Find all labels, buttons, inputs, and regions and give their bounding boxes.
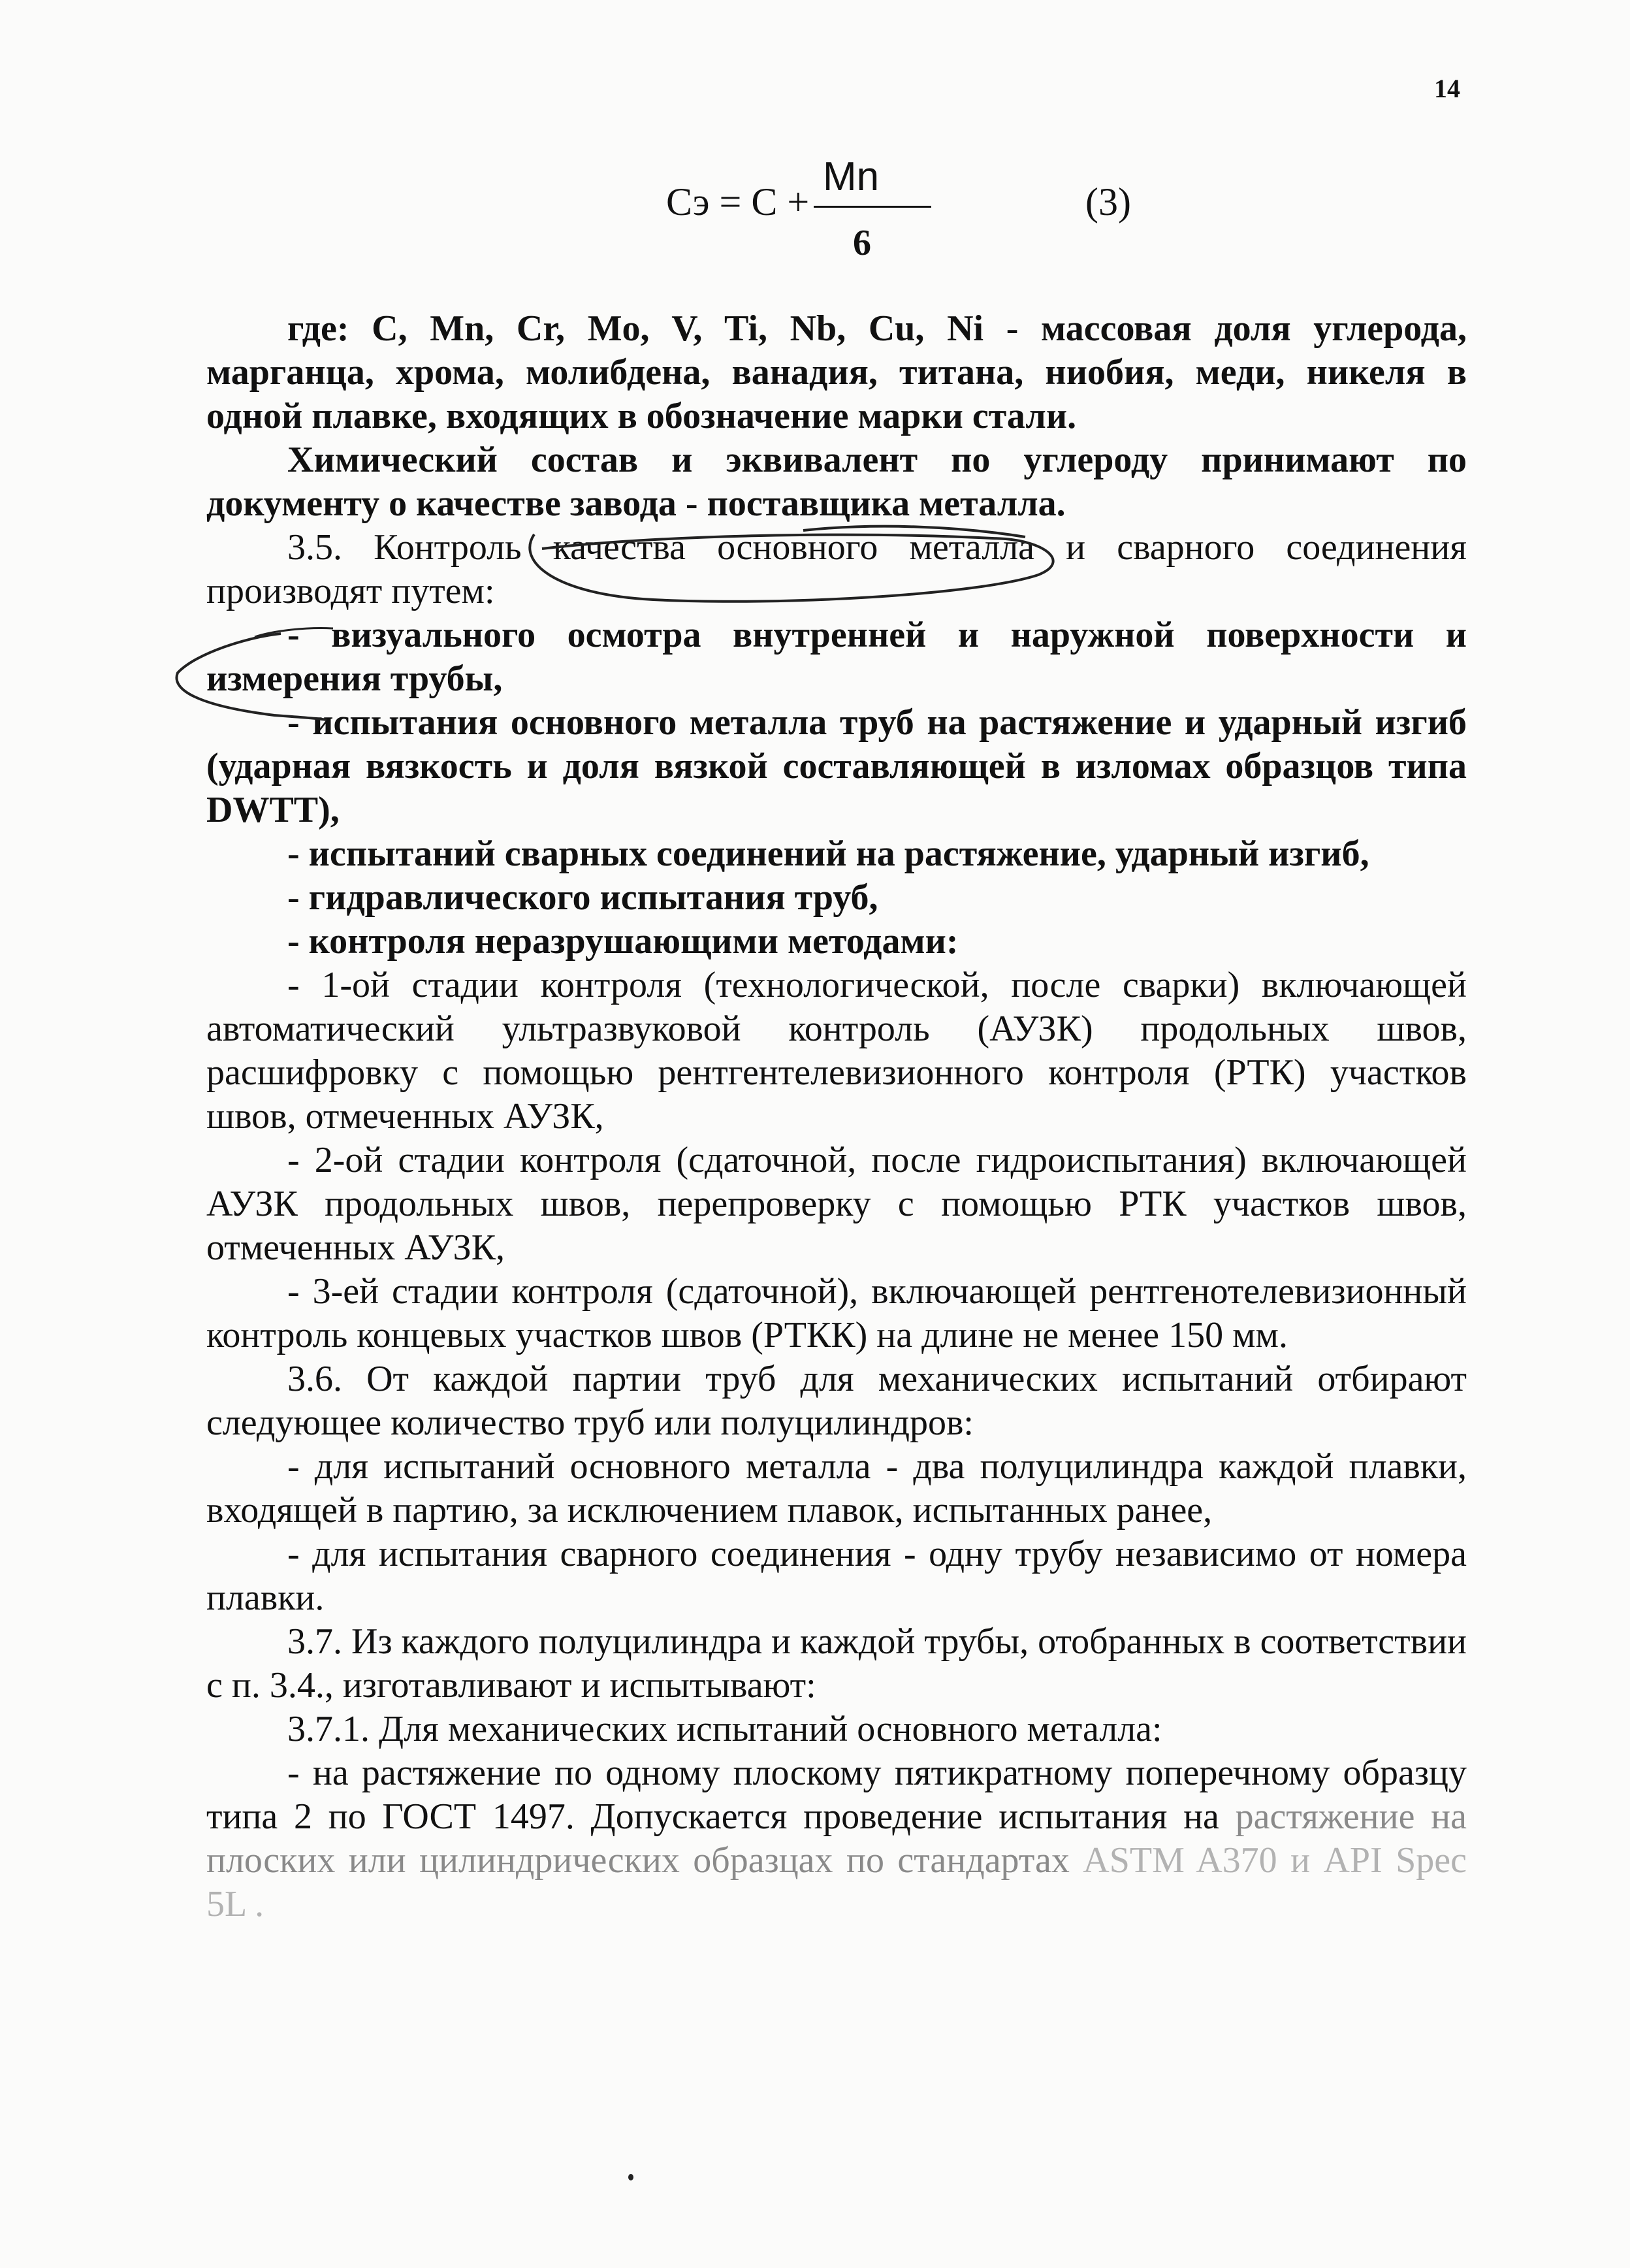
- list-item-weld-samples: - для испытания сварного соединения - одну трубу независимо от номера плавки.: [206, 1534, 1467, 1618]
- list-item-stage-3: - 3-ей стадии контроля (сдаточной), включающей рентгенотелевизионный контроль концевых участков швов (РТКК) на длине не менее 150 мм.: [206, 1271, 1467, 1355]
- paragraph-3-6: 3.6. От каждой партии труб для механических испытаний отбирают следующее количество труб или полуцилиндров:: [206, 1359, 1467, 1443]
- list-item-weld-tests: - испытаний сварных соединений на растяжение, ударный изгиб,: [287, 834, 1369, 874]
- paragraph-3-7-1: 3.7.1. Для механических испытаний основного металла:: [287, 1709, 1162, 1749]
- formula-number: (3): [1085, 180, 1131, 223]
- formula-numerator: Mn: [823, 154, 880, 199]
- list-item-stage-1: - 1-ой стадии контроля (технологической, после сварки) включающей автоматический ультразвуковой контроль (АУЗК) продольных швов, расшифровку с помощью рентгентелевизионного контроля (РТК) участков швов, отмеченных АУЗК,: [206, 965, 1467, 1137]
- speck-mark: [628, 2174, 633, 2180]
- list-item-base-metal-samples: - для испытаний основного металла - два полуцилиндра каждой плавки, входящей в партию, за исключением плавок, испытанных ранее,: [206, 1446, 1467, 1531]
- list-item-base-metal-tests: - испытания основного металла труб на растяжение и ударный изгиб (ударная вязкость и доля вязкой составляющей в изломах образцов типа DWTT),: [206, 702, 1467, 830]
- paragraph-3-5: 3.5. Контроль качества основного металла и сварного соединения производят путем:: [206, 527, 1467, 611]
- list-item-stage-2: - 2-ой стадии контроля (сдаточной, после гидроиспытания) включающей АУЗК продольных швов, перепроверку с помощью РТК участков швов, отмеченных АУЗК,: [206, 1140, 1467, 1268]
- body-text: [206, 307, 1467, 1926]
- page-number: 14: [1434, 74, 1460, 103]
- paragraph-chemical-composition: Химический состав и эквивалент по углероду принимают по документу о качестве завода - поставщика металла.: [206, 440, 1467, 524]
- list-item-ndt: - контроля неразрушающими методами:: [287, 921, 959, 962]
- paragraph-3-7: 3.7. Из каждого полуцилиндра и каждой трубы, отобранных в соответствии с п. 3.4., изготавливают и испытывают:: [206, 1621, 1467, 1706]
- paragraph-definitions: где: C, Mn, Cr, Mo, V, Ti, Nb, Cu, Ni - массовая доля углерода, марганца, хрома, молибдена, ванадия, титана, ниобия, меди, никеля в одной плавке, входящих в обозначение марки стали.: [206, 308, 1467, 436]
- list-item-visual-inspection: - визуального осмотра внутренней и наружной поверхности и измерения трубы,: [206, 615, 1467, 699]
- carbon-equivalent-formula: [660, 154, 1182, 271]
- list-item-tensile-test: [206, 1751, 1467, 1926]
- fraction-bar: [814, 206, 931, 208]
- tensile-text-main: - на растяжение по одному плоскому пятикратному поперечному образцу типа 2 по ГОСТ 1497. Допускается проведение испытания на: [206, 1753, 1467, 1837]
- list-item-hydraulic-test: - гидравлического испытания труб,: [287, 877, 878, 918]
- formula-lhs: Сэ = С +: [666, 180, 810, 223]
- formula-denominator: 6: [853, 223, 871, 263]
- tensile-text-very-faded: ASTM A370 и API Spec 5L .: [206, 1840, 1467, 1924]
- tensile-text-faded: растяжение на плоских или цилиндрических образцах по стандартах: [206, 1796, 1467, 1881]
